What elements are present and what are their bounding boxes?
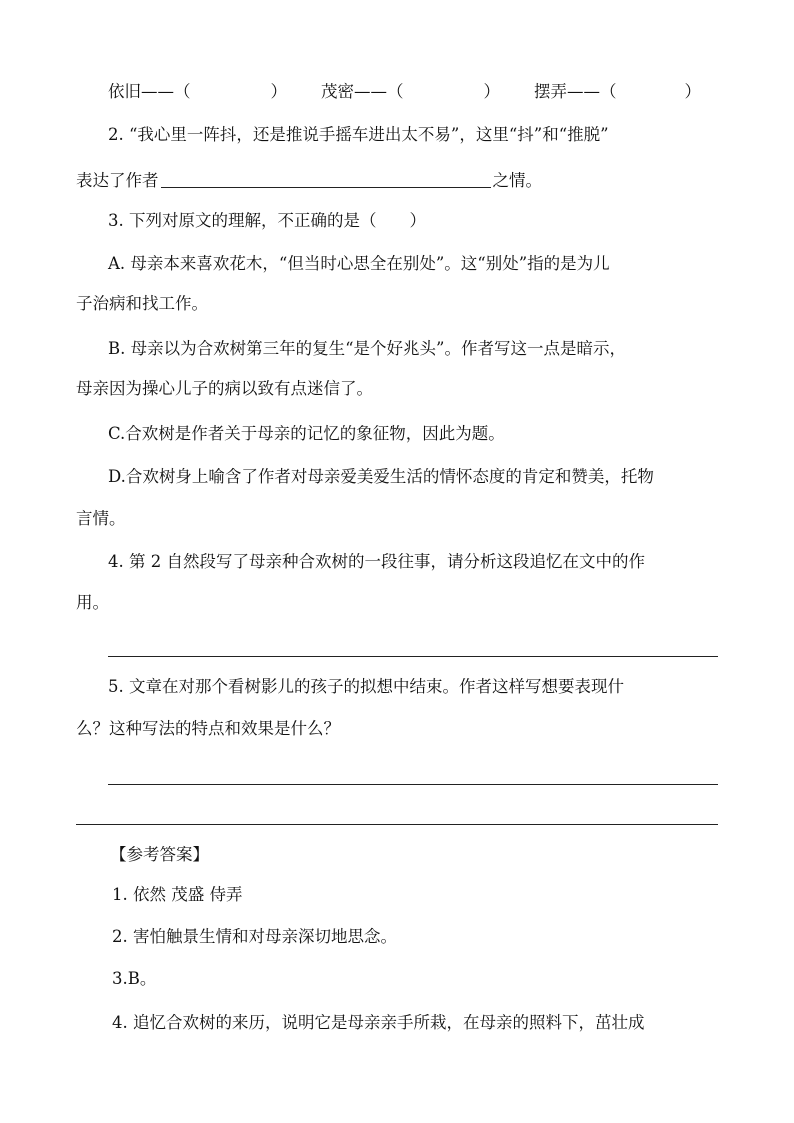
q2-answer-blank[interactable]	[161, 171, 491, 188]
q3-option-d-line-2: 言情。	[76, 509, 126, 528]
answer-1: 1. 依然 茂盛 侍弄	[112, 885, 243, 904]
answers-heading: 【参考答案】	[110, 845, 209, 864]
q4-line-1: 4. 第 2 自然段写了母亲种合欢树的一段往事，请分析这段追忆在文中的作	[108, 552, 645, 571]
q3-option-b-line-1: B. 母亲以为合欢树第三年的复生“是个好兆头”。作者写这一点是暗示，	[108, 339, 626, 358]
vocab-item-2-close: ）	[483, 82, 500, 101]
q3-option-c: C.合欢树是作者关于母亲的记忆的象征物，因此为题。	[108, 424, 505, 443]
vocab-item-3: 摆弄——（	[534, 82, 617, 101]
q2-suffix: 之情。	[492, 171, 542, 190]
q2-prefix: 表达了作者	[76, 171, 159, 190]
q3-option-d-line-1: D.合欢树身上喻含了作者对母亲爱美爱生活的情怀态度的肯定和赞美，托物	[108, 467, 654, 486]
q2-line-1: 2. “我心里一阵抖，还是推说手摇车进出太不易”，这里“抖”和“推脱”	[108, 125, 609, 144]
q2-line-2	[76, 170, 542, 192]
q5-answer-line[interactable]	[108, 784, 718, 785]
q3-option-a-line-2: 子治病和找工作。	[76, 294, 208, 313]
answer-3: 3.B。	[112, 969, 157, 988]
q3-option-b-line-2: 母亲因为操心儿子的病以致有点迷信了。	[76, 379, 373, 398]
vocab-item-3-close: ）	[684, 82, 701, 101]
vocab-item-1: 依旧——（	[108, 82, 191, 101]
vocab-item-2: 茂密——（	[321, 82, 404, 101]
q3-option-a-line-1: A. 母亲本来喜欢花木，“但当时心思全在别处”。这“别处”指的是为儿	[108, 254, 610, 273]
q5-line-1: 5. 文章在对那个看树影儿的孩子的拟想中结束。作者这样写想要表现什	[108, 677, 624, 696]
q5-line-2: 么？这种写法的特点和效果是什么？	[76, 719, 340, 738]
vocab-item-1-close: ）	[270, 82, 287, 101]
q4-answer-line[interactable]	[108, 656, 718, 657]
q3-stem: 3. 下列对原文的理解，不正确的是（ ）	[108, 211, 426, 230]
answer-2: 2. 害怕触景生情和对母亲深切地思念。	[112, 927, 397, 946]
answer-4: 4. 追忆合欢树的来历，说明它是母亲亲手所栽，在母亲的照料下，茁壮成	[112, 1013, 645, 1032]
section-divider	[76, 824, 718, 825]
vocab-row	[108, 81, 701, 103]
q4-line-2: 用。	[76, 593, 109, 612]
